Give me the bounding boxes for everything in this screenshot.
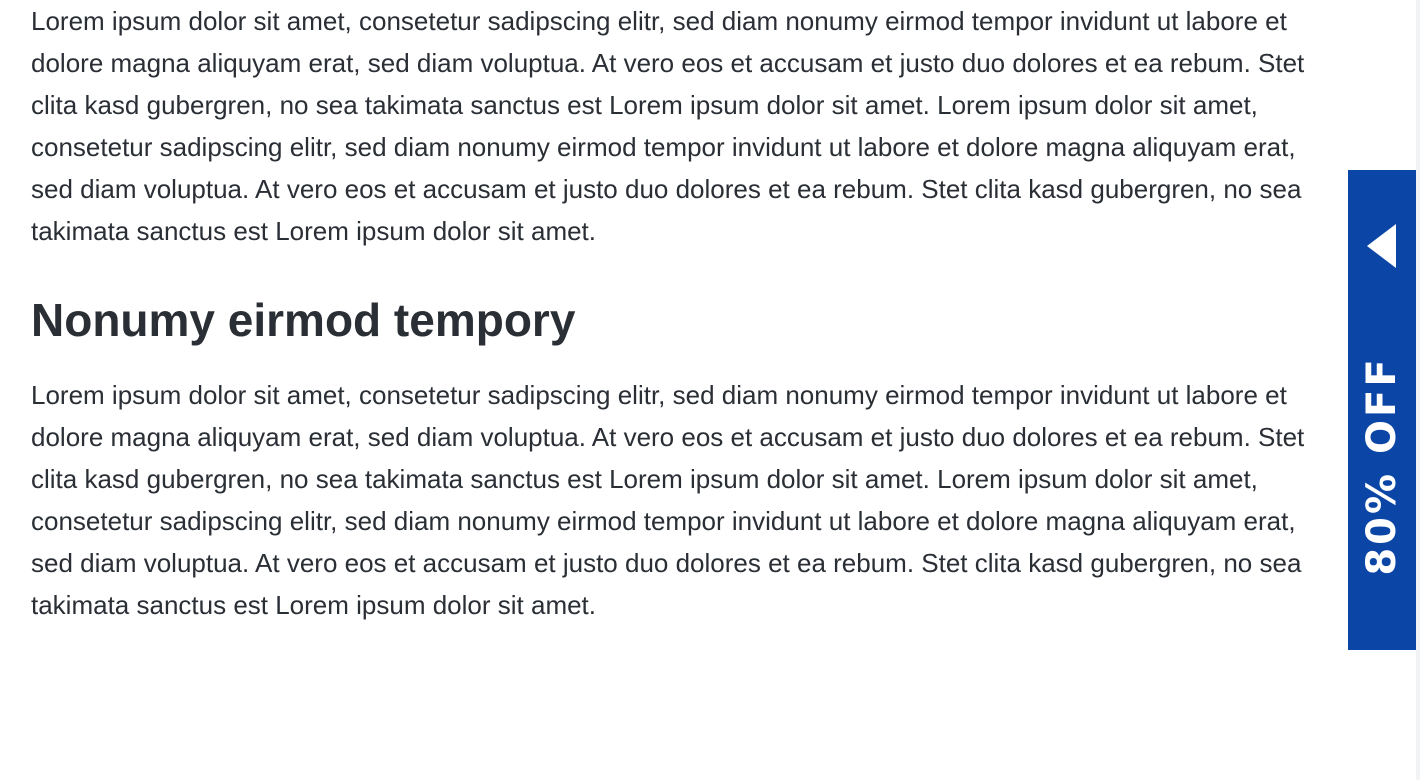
discount-promo-tab[interactable] [1348,170,1416,650]
triangle-left-icon [1367,224,1396,268]
discount-label: 80% OFF [1359,356,1405,576]
article-paragraph: Lorem ipsum dolor sit amet, consetetur sadipscing elitr, sed diam nonumy eirmod tempor invidunt ut labore et dolore magna aliquyam erat, sed diam voluptua. At vero eos et accusam et justo duo dolores et ea rebum. Stet clita kasd gubergren, no sea takimata sanctus est Lorem ipsum dolor sit amet. Lorem ipsum dolor sit amet, consetetur sadipscing elitr, sed diam nonumy eirmod tempor invidunt ut labore et dolore magna aliquyam erat, sed diam voluptua. At vero eos et accusam et justo duo dolores et ea rebum. Stet clita kasd gubergren, no sea takimata sanctus est Lorem ipsum dolor sit amet. [31,380,1305,620]
page-edge-divider [1416,0,1420,780]
section-heading: Nonumy eirmod tempory [31,294,576,346]
article-paragraph: Lorem ipsum dolor sit amet, consetetur sadipscing elitr, sed diam nonumy eirmod tempor invidunt ut labore et dolore magna aliquyam erat, sed diam voluptua. At vero eos et accusam et justo duo dolores et ea rebum. Stet clita kasd gubergren, no sea takimata sanctus est Lorem ipsum dolor sit amet. Lorem ipsum dolor sit amet, consetetur sadipscing elitr, sed diam nonumy eirmod tempor invidunt ut labore et dolore magna aliquyam erat, sed diam voluptua. At vero eos et accusam et justo duo dolores et ea rebum. Stet clita kasd gubergren, no sea takimata sanctus est Lorem ipsum dolor sit amet. [31,6,1305,246]
article-content [31,0,1316,626]
